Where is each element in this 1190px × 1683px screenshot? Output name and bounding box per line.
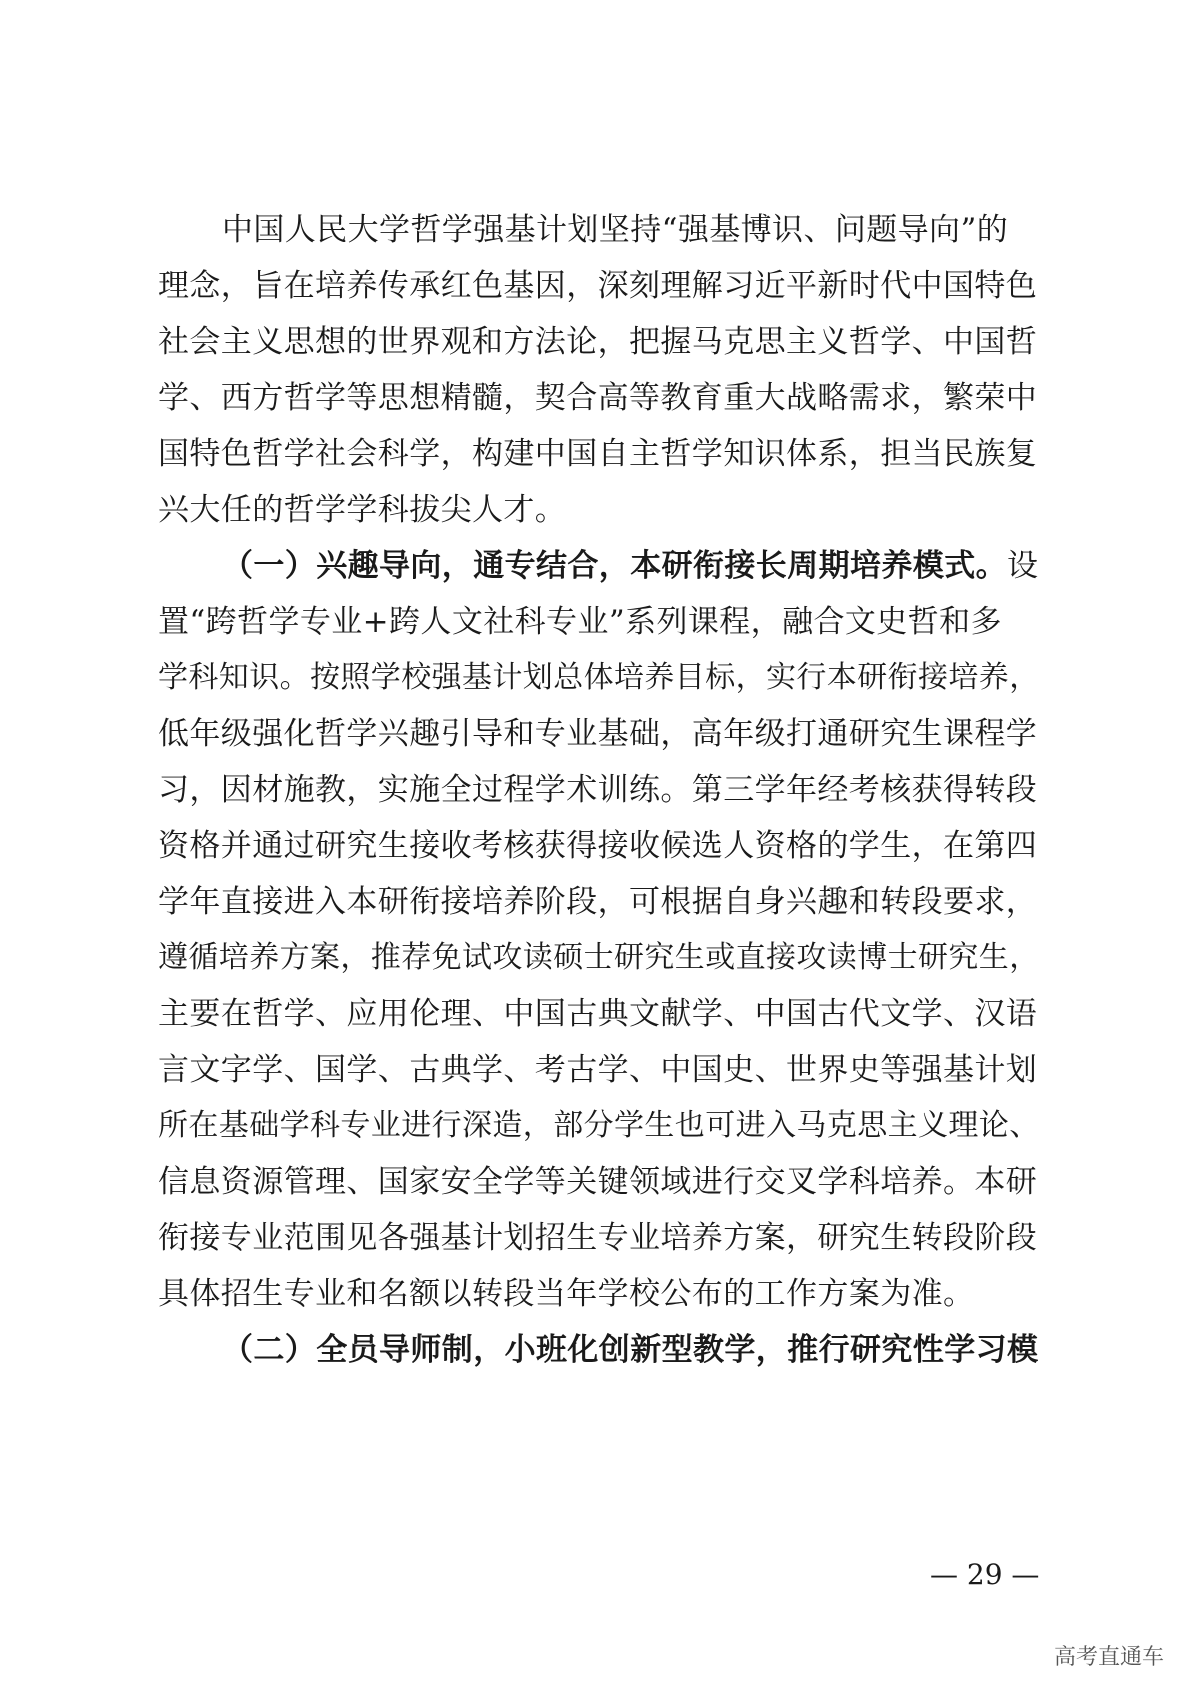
paragraph-line: 所在基础学科专业进行深造，部分学生也可进入马克思主义理论、 (158, 1108, 1040, 1143)
section-heading-line (222, 546, 1048, 586)
paragraph-line: 学、西方哲学等思想精髓，契合高等教育重大战略需求，繁荣中 (158, 380, 1038, 416)
paragraph-line: 国特色哲学社会科学，构建中国自主哲学知识体系，担当民族复 (158, 436, 1038, 472)
section-heading: （二）全员导师制，小班化创新型教学，推行研究性学习模 (222, 1332, 1039, 1368)
paragraph-line: 遵循培养方案，推荐免试攻读硕士研究生或直接攻读博士研究生， (158, 940, 1040, 975)
paragraph-line: 中国人民大学哲学强基计划坚持“强基博识、问题导向”的 (222, 212, 1009, 248)
page-number: — 29 — (930, 1558, 1040, 1591)
paragraph-line: 具体招生专业和名额以转段当年学校公布的工作方案为准。 (158, 1276, 975, 1312)
paragraph-line: 学年直接进入本研衔接培养阶段，可根据自身兴趣和转段要求， (158, 884, 1038, 920)
paragraph-line: 资格并通过研究生接收考核获得接收候选人资格的学生，在第四 (158, 828, 1038, 864)
watermark-text: 高考直通车 (1053, 1645, 1164, 1670)
section-heading: （一）兴趣导向，通专结合，本研衔接长周期培养模式。 (222, 548, 1007, 584)
paragraph-line: 学科知识。按照学校强基计划总体培养目标，实行本研衔接培养， (158, 660, 1040, 695)
paragraph-line: 社会主义思想的世界观和方法论，把握马克思主义哲学、中国哲 (158, 324, 1038, 360)
paragraph-line: 习，因材施教，实施全过程学术训练。第三学年经考核获得转段 (158, 772, 1038, 808)
paragraph-line: 言文字学、国学、古典学、考古学、中国史、世界史等强基计划 (158, 1052, 1038, 1088)
paragraph-line: 置“跨哲学专业+跨人文社科专业”系列课程，融合文史哲和多 (158, 604, 1002, 640)
paragraph-text: 设 (1007, 548, 1039, 584)
paragraph-line: 兴大任的哲学学科拔尖人才。 (158, 492, 567, 528)
paragraph-line: 信息资源管理、国家安全学等关键领域进行交叉学科培养。本研 (158, 1164, 1038, 1200)
paragraph-line: 主要在哲学、应用伦理、中国古典文献学、中国古代文学、汉语 (158, 996, 1038, 1032)
paragraph-line: 理念，旨在培养传承红色基因，深刻理解习近平新时代中国特色 (158, 268, 1038, 304)
paragraph-line: 低年级强化哲学兴趣引导和专业基础，高年级打通研究生课程学 (158, 716, 1038, 752)
paragraph-line: 衔接专业范围见各强基计划招生专业培养方案，研究生转段阶段 (158, 1220, 1038, 1256)
